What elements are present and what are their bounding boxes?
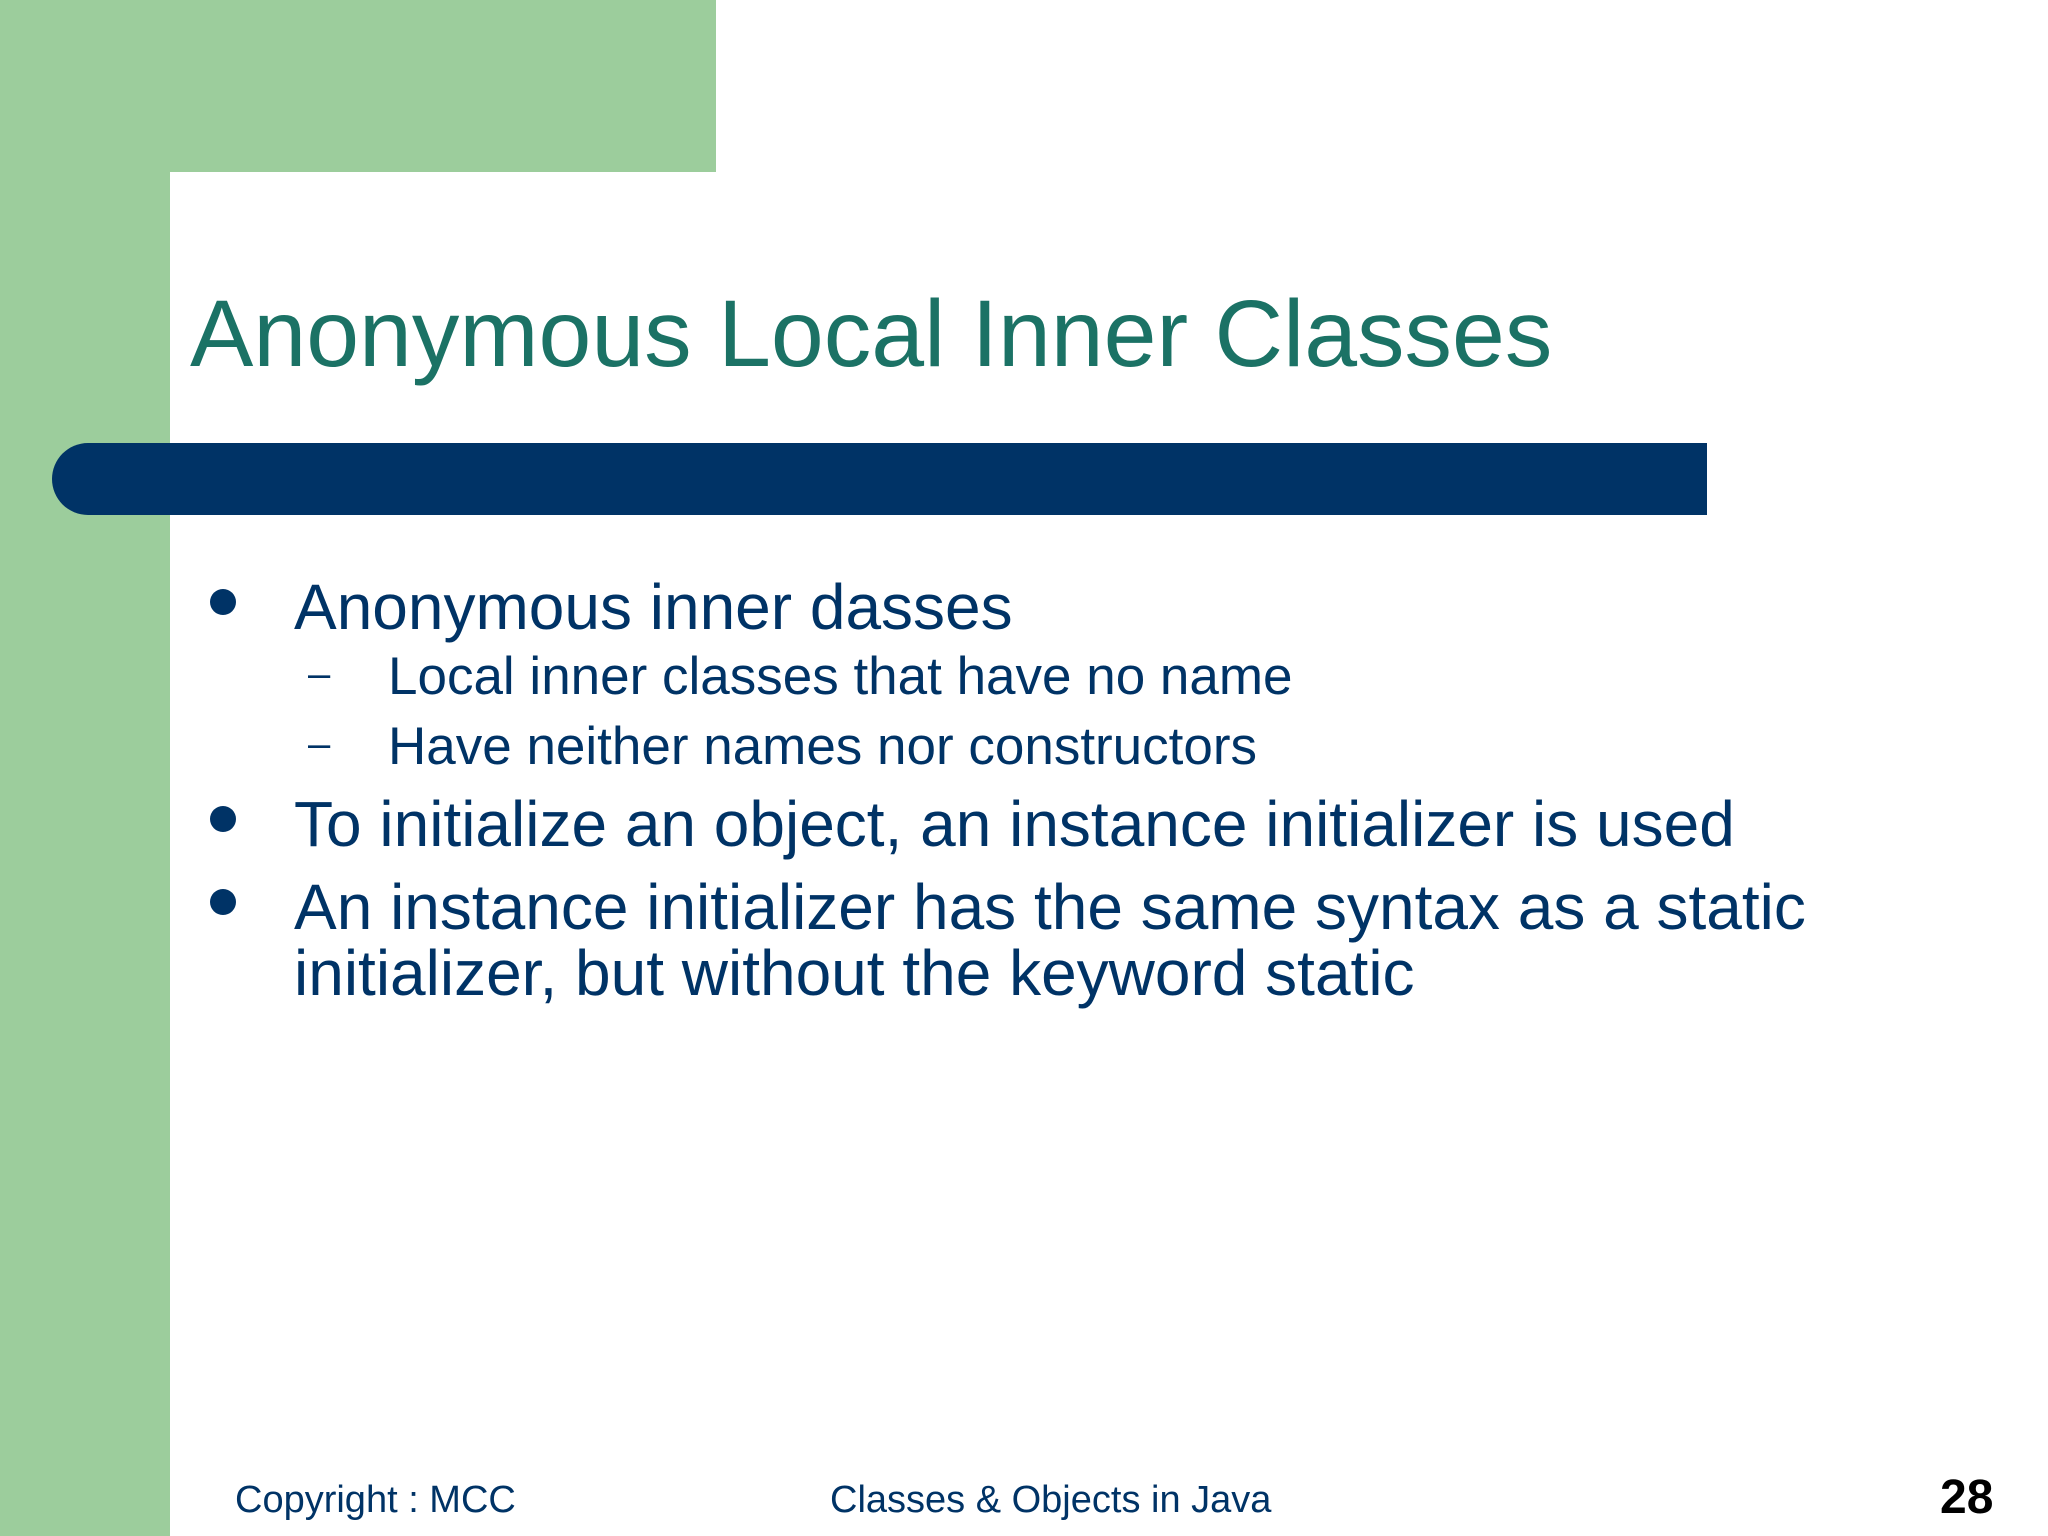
bullet-text: An instance initializer has the same syntax as a static [294, 871, 1806, 943]
bullet-item [210, 571, 1013, 643]
bullet-text-block [294, 871, 1806, 1009]
sub-bullet-text: Have neither names nor constructors [388, 717, 1258, 776]
bullet-item [210, 871, 1806, 1009]
bullet-item [210, 788, 1735, 860]
dash-marker: – [308, 722, 331, 766]
footer-subject: Classes & Objects in Java [830, 1479, 1272, 1521]
footer-copyright: Copyright : MCC [235, 1479, 516, 1521]
sub-bullet-text: Local inner classes that have no name [388, 647, 1293, 706]
bullet-text: To initialize an object, an instance initializer is used [294, 788, 1735, 860]
bullet-text: Anonymous inner dasses [294, 571, 1013, 643]
dash-marker: – [308, 652, 331, 696]
sub-bullet-item [308, 717, 1258, 776]
sub-bullet-item [308, 647, 1293, 706]
page-number: 28 [1940, 1471, 1994, 1524]
bullet-dot [210, 806, 236, 832]
bullet-dot [210, 589, 236, 615]
bullet-text-continued: initializer, but without the keyword static [294, 937, 1415, 1009]
bullet-dot [210, 889, 236, 915]
slide-title: Anonymous Local Inner Classes [190, 281, 1553, 387]
